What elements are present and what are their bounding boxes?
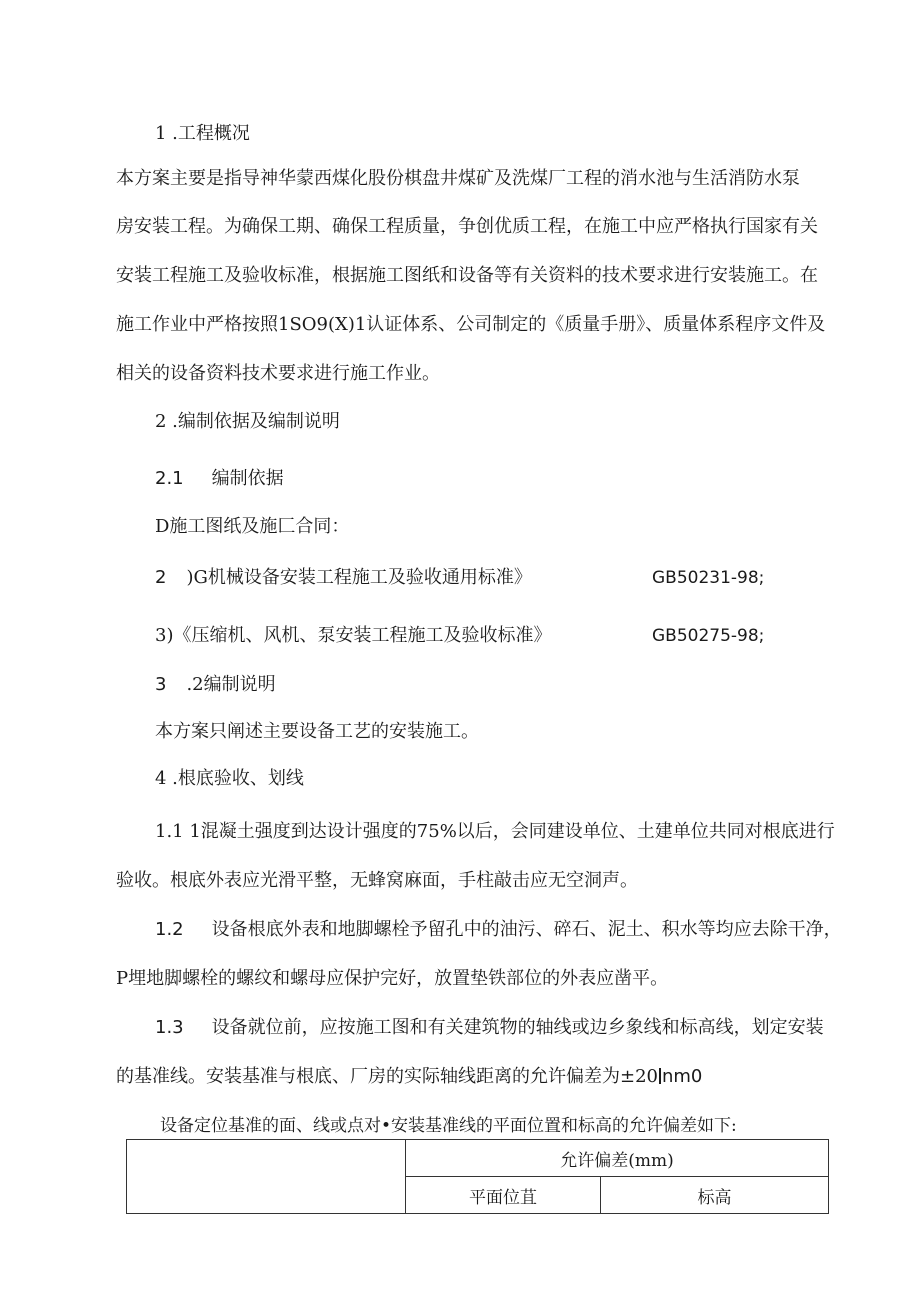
item-number: 2 [155, 567, 167, 588]
reference-item-1: D施工图纸及施匚合同： [155, 516, 350, 537]
table-header-plane-position: 平面位苴 [406, 1177, 601, 1214]
paragraph-text: 的基准线。安装基准与根底、厂房的实际轴线距离的允许偏差为±20 [116, 1066, 658, 1087]
section-2-2-body: 本方案只阐述主要设备工艺的安装施工。 [155, 721, 479, 742]
standard-code: GB50275-98; [652, 626, 765, 646]
paragraph-1-2-line [155, 916, 842, 944]
paragraph-1-1-line: 1.1 1混凝土强度到达设计强度的75%以后，会同建设单位、土建单位共同对根底进行 [155, 821, 835, 842]
table-header-elevation: 标高 [601, 1177, 829, 1214]
standard-code: GB50231-98; [652, 568, 765, 588]
item-text: )G机械设备安装工程施工及验收通用标准》 [186, 567, 532, 588]
section-number: 3 [155, 674, 167, 695]
table-header-group: 允许偏差(mm) [406, 1140, 829, 1177]
section-1-paragraph-line: 本方案主要是指导神华蒙西煤化股份棋盘井煤矿及洗煤厂工程的消水池与生活消防水泵 [116, 168, 800, 189]
section-2-heading: 2 .编制依据及编制说明 [155, 411, 340, 432]
section-1-heading: 1 .工程概况 [155, 123, 250, 144]
section-number: 2.1 [155, 468, 184, 489]
section-title: .2编制说明 [186, 674, 276, 695]
paragraph-text-tail: nm0 [661, 1066, 703, 1087]
paragraph-number: 1.3 [155, 1017, 184, 1038]
tolerance-table [126, 1139, 829, 1214]
paragraph-text: 设备根底外表和地脚螺栓予留孔中的油污、碎石、泥土、积水等均应去除干净， [211, 919, 842, 940]
section-1-paragraph-line: 安装工程施工及验收标准，根据施工图纸和设备等有关资料的技术要求进行安装施工。在 [116, 265, 818, 286]
section-1-paragraph-line: 房安装工程。为确保工期、确保工程质量，争创优质工程，在施工中应严格执行国家有关 [116, 216, 818, 237]
section-2-1-heading [155, 465, 284, 493]
paragraph-text: 设备就位前，应按施工图和有关建筑物的轴线或边乡象线和标高线，划定安装 [211, 1017, 824, 1038]
table-caption: 设备定位基准的面、线或点对•安装基准线的平面位置和标高的允许偏差如下: [160, 1116, 737, 1136]
section-1-paragraph-line: 施工作业中严格按照1SO9(X)1认证体系、公司制定的《质量手册》、质量体系程序文件及 [116, 314, 826, 335]
paragraph-1-2-line: P埋地脚螺栓的螺纹和螺母应保护完好，放置垫铁部位的外表应凿平。 [116, 968, 669, 989]
table-row [127, 1140, 829, 1177]
section-4-heading: 4 .根底验收、划线 [155, 768, 304, 789]
section-2-2-heading [155, 671, 276, 699]
paragraph-1-3-line [116, 1063, 702, 1091]
table-empty-cell [127, 1140, 406, 1214]
paragraph-1-3-line [155, 1014, 824, 1042]
paragraph-1-1-line: 验收。根底外表应光滑平整，无蜂窝麻面，手柱敲击应无空洞声。 [116, 870, 638, 891]
text-artifact [659, 1068, 661, 1084]
section-title: 编制依据 [211, 468, 284, 489]
reference-item-2 [155, 564, 532, 592]
section-1-paragraph-line: 相关的设备资料技术要求进行施工作业。 [116, 363, 440, 384]
reference-item-3: 3)《压缩机、风机、泵安装工程施工及验收标准》 [155, 625, 552, 646]
paragraph-number: 1.2 [155, 919, 184, 940]
